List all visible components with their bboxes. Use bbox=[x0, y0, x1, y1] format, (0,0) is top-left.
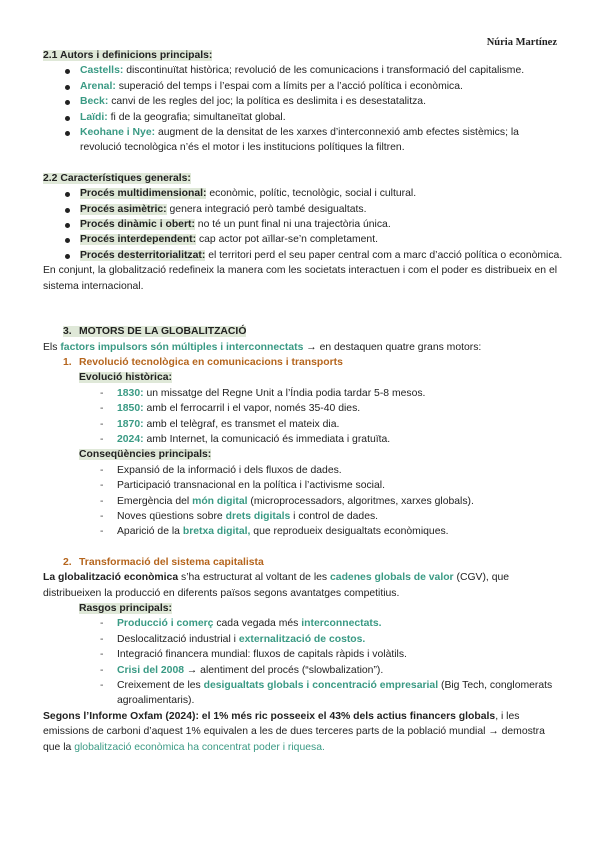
list-item: - Aparició de la bretxa digital, que reprodueix desigualtats econòmiques. bbox=[100, 524, 563, 539]
section-2-1-heading: 2.1 Autors i definicions principals: bbox=[43, 50, 213, 61]
list-item: Procés asimètric: genera integració però també desigualtats. bbox=[65, 202, 563, 217]
evolution-heading: Evolució històrica: bbox=[79, 372, 172, 384]
list-item: - Integració financera mundial: fluxos de capitals ràpids i volàtils. bbox=[100, 647, 563, 662]
list-item: Laïdi: fi de la geografia; simultaneïtat global. bbox=[65, 110, 563, 125]
list-item: Beck: canvi de les regles del joc; la política es deslimita i es desestatalitza. bbox=[65, 94, 563, 109]
list-item: - Deslocalització industrial i externalització de costos. bbox=[100, 632, 563, 647]
section-3-heading: 3. MOTORS DE LA GLOBALITZACIÓ bbox=[63, 326, 247, 338]
characteristics-list bbox=[43, 186, 563, 263]
list-item: - Noves qüestions sobre drets digitals i control de dades. bbox=[100, 509, 563, 524]
list-item: Arenal: superació del temps i l’espai com a límits per a l’acció política i econòmica. bbox=[65, 79, 563, 94]
list-item: - 2024: amb Internet, la comunicació és immediata i gratuïta. bbox=[100, 432, 563, 447]
list-item: - Creixement de les desigualtats globals i concentració empresarial (Big Tech, conglomerats agroalimentaris). bbox=[100, 678, 563, 709]
list-item: - Crisi del 2008 → alentiment del procés (“slowbalization”). bbox=[100, 663, 563, 678]
list-item: Keohane i Nye: augment de la densitat de les xarxes d’interconnexió amb efectes sistèmics; la revolució tecnològica n’és el motor i les institucions polítiques la filtren. bbox=[65, 125, 563, 156]
list-item: - Producció i comerç cada vegada més interconnectats. bbox=[100, 616, 563, 631]
traits-list bbox=[43, 616, 563, 708]
list-item: Procés interdependent: cap actor pot aïllar-se’n completament. bbox=[65, 232, 563, 247]
section-2-2-heading: 2.2 Característiques generals: bbox=[43, 172, 191, 184]
motor-1-heading: 1. Revolució tecnològica en comunicacions i transports bbox=[63, 356, 343, 368]
document-body bbox=[43, 48, 563, 755]
list-item: - 1870: amb el telègraf, es transmet el mateix dia. bbox=[100, 417, 563, 432]
list-item: Procés multidimensional: econòmic, polític, tecnològic, social i cultural. bbox=[65, 186, 563, 201]
capitalism-paragraph: La globalització econòmica s’ha estructurat al voltant de les cadenes globals de valor (CGV), que distribueixen la producció en diferents països segons avantatges competitius. bbox=[43, 572, 510, 599]
consequences-list bbox=[43, 463, 563, 540]
consequences-heading: Conseqüències principals: bbox=[79, 449, 212, 461]
list-item: Procés desterritorialitzat: el territori perd el seu paper central com a marc d’acció política o econòmica. bbox=[65, 248, 563, 263]
list-item: Castells: discontinuïtat històrica; revolució de les comunicacions i transformació del capitalisme. bbox=[65, 63, 563, 78]
motor-2-heading: 2. Transformació del sistema capitalista bbox=[63, 556, 264, 568]
list-item: - 1850: amb el ferrocarril i el vapor, només 35-40 dies. bbox=[100, 401, 563, 416]
traits-heading: Rasgos principals: bbox=[79, 603, 172, 614]
list-item: - Participació transnacional en la política i l’activisme social. bbox=[100, 478, 563, 493]
author-name: Núria Martínez bbox=[486, 37, 557, 48]
authors-list bbox=[43, 63, 563, 155]
oxfam-paragraph: Segons l’Informe Oxfam (2024): el 1% més ric posseeix el 43% dels actius financers globals, i les emissions de carboni d’aquest 1% equivalen a les de dues terceres parts de la població mundial → demostra que la globalització econòmica ha concentrat poder i riquesa. bbox=[43, 710, 545, 753]
evolution-list bbox=[43, 386, 563, 448]
list-item: - Emergència del món digital (microprocessadors, algoritmes, xarxes globals). bbox=[100, 494, 563, 509]
conclusion-paragraph: En conjunt, la globalització redefineix la manera com les societats interactuen i com el poder es distribueix en el sistema internacional. bbox=[43, 265, 558, 292]
section-3-intro: Els factors impulsors són múltiples i interconnectats → en destaquen quatre grans motors: bbox=[43, 341, 482, 353]
list-item: - Expansió de la informació i dels fluxos de dades. bbox=[100, 463, 563, 478]
list-item: Procés dinàmic i obert: no té un punt final ni una trajectòria única. bbox=[65, 217, 563, 232]
list-item: - 1830: un missatge del Regne Unit a l’Índia podia tardar 5-8 mesos. bbox=[100, 386, 563, 401]
